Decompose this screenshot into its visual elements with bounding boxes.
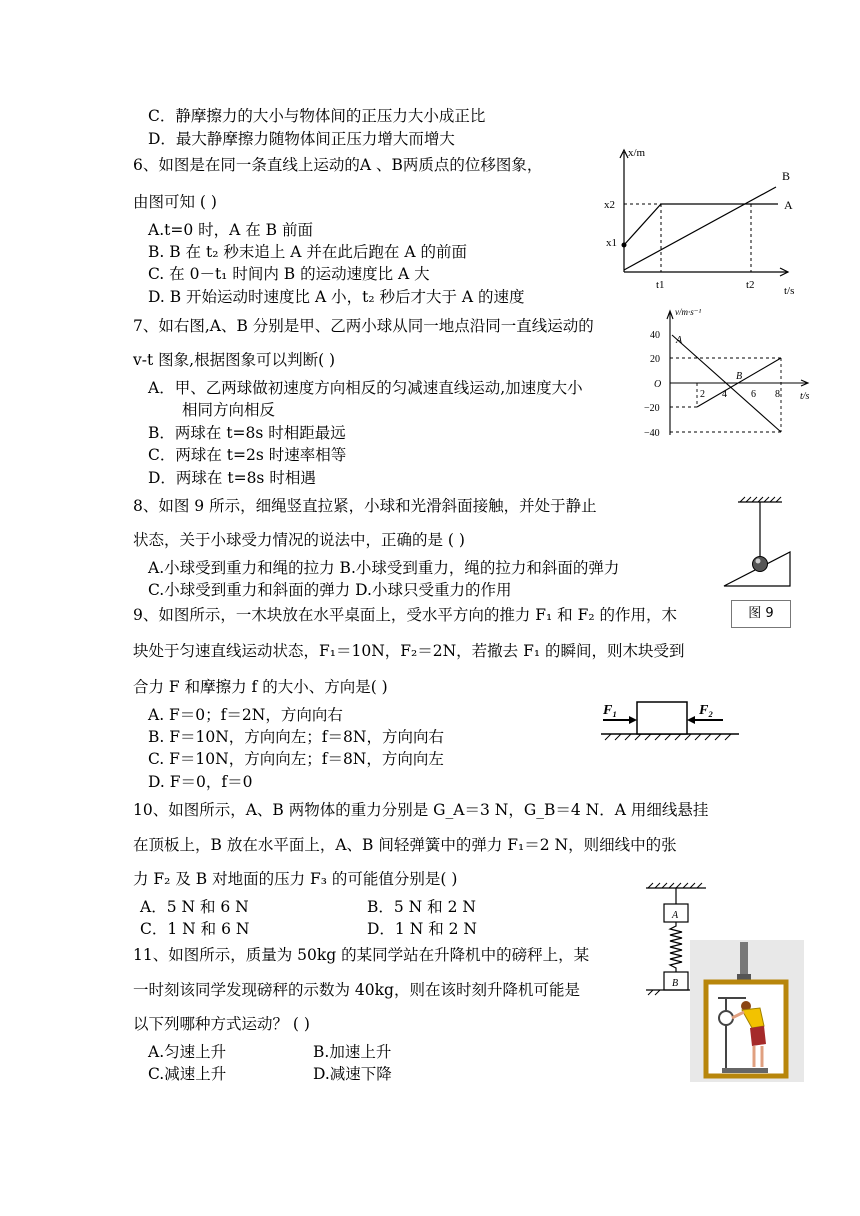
q9-option-a: A. F＝0；f＝2N，方向向右 bbox=[148, 706, 343, 724]
q6-option-d: D. B 开始运动时速度比 A 小，t₂ 秒后才大于 A 的速度 bbox=[148, 288, 525, 306]
q5-option-d: D．最大静摩擦力随物体间正压力增大而增大 bbox=[148, 130, 455, 148]
q9-option-c: C. F＝10N，方向向左；f＝8N，方向向左 bbox=[148, 750, 444, 768]
q6-xlabel: t/s bbox=[784, 285, 795, 297]
q6-label-A: A bbox=[784, 198, 793, 212]
q7-stem-line1: 7、如右图,A、B 分别是甲、乙两小球从同一地点沿同一直线运动的 bbox=[133, 317, 594, 335]
q10-stem-line3: 力 F₂ 及 B 对地面的压力 F₃ 的可能值分别是( ) bbox=[133, 870, 458, 888]
q5-option-c: C．静摩擦力的大小与物体间的正压力大小成正比 bbox=[148, 107, 486, 125]
q9-label-F1: F₁ bbox=[603, 703, 618, 718]
q6-ylabel: x/m bbox=[628, 147, 646, 159]
q7-origin: O bbox=[654, 379, 662, 390]
q7-xtick-2: 2 bbox=[700, 389, 705, 400]
q8-caption: 图 9 bbox=[731, 600, 791, 628]
q7-ytick-neg20: −20 bbox=[644, 403, 660, 414]
q6-option-c: C. 在 0－t₁ 时间内 B 的运动速度比 A 大 bbox=[148, 265, 430, 283]
q6-position-time-graph bbox=[598, 142, 803, 297]
q11-stem-line3: 以下列哪种方式运动？ ( ) bbox=[133, 1015, 310, 1033]
q9-option-d: D. F＝0，f＝0 bbox=[148, 773, 253, 791]
q8-stem-line1: 8、如图 9 所示，细绳竖直拉紧，小球和光滑斜面接触，并处于静止 bbox=[133, 497, 597, 515]
q7-stem-line2: v-t 图象,根据图象可以判断( ) bbox=[133, 351, 336, 369]
q9-stem-line2: 块处于匀速直线运动状态，F₁＝10N，F₂＝2N，若撤去 F₁ 的瞬间，则木块受到 bbox=[133, 642, 685, 660]
q6-tick-t2: t2 bbox=[746, 279, 755, 291]
q7-option-b: B．两球在 t=8s 时相距最远 bbox=[148, 424, 346, 442]
q6-stem-line2: 由图可知 ( ) bbox=[133, 193, 217, 211]
q6-start-dot bbox=[622, 243, 627, 248]
q8-options-cd: C.小球受到重力和斜面的弹力 D.小球只受重力的作用 bbox=[148, 581, 512, 599]
q10-label-A: A bbox=[672, 910, 679, 921]
q6-label-B: B bbox=[782, 169, 791, 183]
q6-line-A bbox=[624, 204, 778, 245]
q7-option-c: C．两球在 t=2s 时速率相等 bbox=[148, 446, 347, 464]
q6-tick-x1: x1 bbox=[606, 237, 617, 249]
q9-label-F2: F₂ bbox=[699, 703, 714, 718]
q6-tick-x2: x2 bbox=[604, 199, 615, 211]
q10-option-a: A．5 N 和 6 N bbox=[140, 898, 249, 916]
q9-stem-line1: 9、如图所示，一木块放在水平桌面上，受水平方向的推力 F₁ 和 F₂ 的作用，木 bbox=[133, 606, 678, 624]
q7-ytick-20: 20 bbox=[650, 354, 660, 365]
q9-block-forces-figure bbox=[595, 694, 745, 746]
q9-stem-line3: 合力 F 和摩擦力 f 的大小、方向是( ) bbox=[133, 678, 388, 696]
q10-stem-line1: 10、如图所示，A、B 两物体的重力分别是 G_A＝3 N，G_B＝4 N．A 用细线悬挂 bbox=[133, 801, 709, 819]
q11-stem-line1: 11、如图所示，质量为 50kg 的某同学站在升降机中的磅秤上，某 bbox=[133, 946, 590, 964]
q7-xlabel: t/s bbox=[800, 391, 810, 402]
q10-option-c: C．1 N 和 6 N bbox=[140, 920, 250, 938]
q8-options-ab: A.小球受到重力和绳的拉力 B.小球受到重力，绳的拉力和斜面的弹力 bbox=[148, 559, 620, 577]
q11-person-skirt bbox=[750, 1026, 766, 1046]
q7-ylabel: v/m·s⁻¹ bbox=[675, 307, 702, 317]
q11-hoist-cable bbox=[740, 942, 748, 976]
q11-elevator-scale-figure bbox=[690, 940, 804, 1082]
q7-xtick-8: 8 bbox=[775, 389, 780, 400]
q10-option-b: B．5 N 和 2 N bbox=[367, 898, 476, 916]
q8-ball-incline-figure bbox=[720, 490, 810, 590]
q9-block bbox=[637, 702, 687, 734]
q11-elevator-cabin bbox=[706, 982, 786, 1076]
q7-ytick-40: 40 bbox=[650, 330, 660, 341]
q7-option-a-line2: 相同方向相反 bbox=[182, 401, 276, 419]
q7-xtick-6: 6 bbox=[751, 389, 756, 400]
q7-label-B: B bbox=[736, 371, 743, 382]
q11-option-d: D.减速下降 bbox=[313, 1065, 392, 1083]
q6-line-B bbox=[624, 187, 776, 270]
q10-stem-line2: 在顶板上，B 放在水平面上，A、B 间轻弹簧中的弹力 F₁＝2 N，则细线中的张 bbox=[133, 836, 677, 854]
q7-label-A: A bbox=[676, 335, 683, 346]
q7-velocity-time-graph bbox=[640, 305, 818, 445]
q7-option-d: D．两球在 t=8s 时相遇 bbox=[148, 469, 316, 487]
q10-spring bbox=[670, 922, 682, 972]
q11-option-a: A.匀速上升 bbox=[148, 1043, 227, 1061]
q7-xtick-4: 4 bbox=[722, 389, 727, 400]
q6-tick-t1: t1 bbox=[656, 279, 665, 291]
q7-option-a-line1: A．甲、乙两球做初速度方向相反的匀减速直线运动,加速度大小 bbox=[148, 379, 583, 397]
q10-label-B: B bbox=[672, 978, 679, 989]
q6-stem-line1: 6、如图是在同一条直线上运动的A 、B两质点的位移图象， bbox=[133, 156, 543, 174]
q11-option-b: B.加速上升 bbox=[313, 1043, 392, 1061]
q11-stem-line2: 一时刻该同学发现磅秤的示数为 40kg，则在该时刻升降机可能是 bbox=[133, 981, 580, 999]
q7-ytick-neg40: −40 bbox=[644, 428, 660, 439]
q8-stem-line2: 状态，关于小球受力情况的说法中，正确的是 ( ) bbox=[133, 531, 465, 549]
q6-option-a: A.t=0 时，A 在 B 前面 bbox=[148, 221, 313, 239]
q11-scale-dial bbox=[719, 1011, 733, 1025]
q8-ball bbox=[753, 557, 768, 572]
q11-scale-platform bbox=[722, 1068, 768, 1073]
q10-option-d: D．1 N 和 2 N bbox=[367, 920, 477, 938]
q6-option-b: B. B 在 t₂ 秒末追上 A 并在此后跑在 A 的前面 bbox=[148, 243, 467, 261]
q11-option-c: C.减速上升 bbox=[148, 1065, 227, 1083]
q9-option-b: B. F＝10N，方向向左；f＝8N，方向向右 bbox=[148, 728, 444, 746]
